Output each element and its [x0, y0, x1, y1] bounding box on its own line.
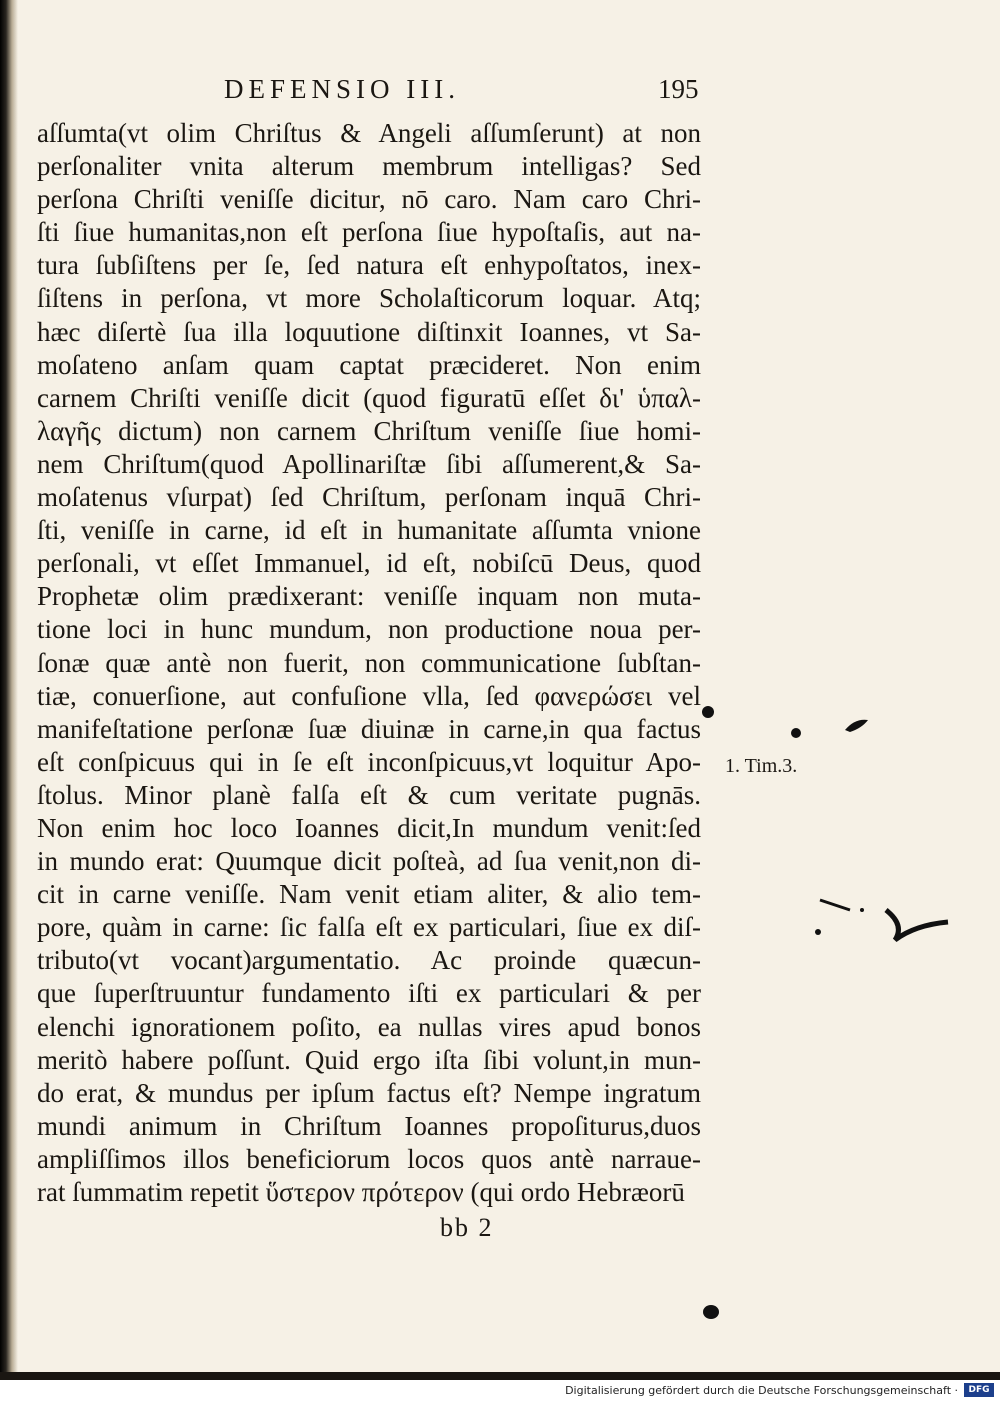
text-line: pore, quàm in carne: ſic falſa eſt ex particulari, ſiue ex diſ- — [37, 912, 701, 943]
funding-credit: Digitalisierung gefördert durch die Deutsche Forschungsgemeinschaft · — [565, 1384, 958, 1397]
page-number: 195 — [658, 74, 699, 104]
text-line: tiæ, conuerſione, aut confuſione vlla, ſed φανερώσει vel — [37, 680, 701, 711]
text-line: moſateno anſam quam captat præcideret. Non enim — [37, 349, 701, 380]
text-line: manifeſtatione perſonæ ſuæ diuinæ in carne,in qua factus — [37, 713, 701, 744]
text-line: perſonaliter vnita alterum membrum intelligas? Sed — [37, 151, 701, 182]
text-line: aſſumta(vt olim Chriſtus & Angeli aſſumſerunt) at non — [37, 118, 701, 148]
text-line: perſona Chriſti veniſſe dicitur, nō caro. Nam caro Chri- — [37, 184, 701, 215]
page-bottom-border — [0, 1372, 1000, 1380]
text-line: meritò habere poſſunt. Quid ergo iſta ſibi volunt,in mun- — [37, 1044, 701, 1075]
signature-mark: bb 2 — [440, 1213, 494, 1242]
text-line: rat ſummatim repetit ὕστερον πρότερον (qui ordo Hebræorū — [37, 1177, 685, 1207]
text-line: tione loci in hunc mundum, non productione noua per- — [37, 614, 701, 645]
text-line: cit in carne veniſſe. Nam venit etiam aliter, & alio tem- — [37, 879, 701, 910]
text-line: hæc diſertè ſua illa loquutione diſtinxit Ioannes, vt Sa- — [37, 316, 701, 347]
text-line: tura ſubſiſtens per ſe, ſed natura eſt enhypoſtatos, inex- — [37, 250, 701, 281]
text-line: do erat, & mundus per ipſum factus eſt? Nempe ingratum — [37, 1077, 701, 1108]
text-line: perſonali, vt eſſet Immanuel, id eſt, nobiſcū Deus, quod — [37, 548, 701, 579]
text-line: nem Chriſtum(quod Apollinariſtæ ſibi aſſumerent,& Sa- — [37, 448, 701, 479]
page-gutter-shadow — [0, 0, 18, 1380]
text-line: ampliſſimos illos beneficiorum locos quos antè narraue- — [37, 1143, 701, 1174]
text-line: elenchi ignorationem poſito, ea nullas vires apud bonos — [37, 1011, 701, 1042]
running-header-title: DEFENSIO III. — [224, 74, 460, 104]
dfg-logo: DFG — [964, 1383, 994, 1397]
text-line: mundi animum in Chriſtum Ioannes propoſiturus,duos — [37, 1110, 701, 1141]
text-line: ſiſtens in perſona, vt more Scholaſticorum loquar. Atq; — [37, 283, 701, 314]
margin-reference: 1. Tim.3. — [725, 755, 798, 777]
text-line: ſtolus. Minor planè falſa eſt & cum veritate pugnās. — [37, 779, 701, 810]
text-line: ſonæ quæ antè non fuerit, non communicatione ſubſtan- — [37, 647, 701, 678]
text-line: ſti ſiue humanitas,non eſt perſona ſiue hypoſtaſis, aut na- — [37, 217, 701, 248]
ink-dot — [700, 1300, 724, 1324]
text-line: carnem Chriſti veniſſe dicit (quod figuratū eſſet δι' ὑπαλ- — [37, 382, 701, 413]
text-line: λαγῆς dictum) non carnem Chriſtum veniſſe ſiue homi- — [37, 415, 701, 446]
footer-bar — [0, 1380, 1000, 1402]
body-text — [37, 117, 701, 1209]
text-line: Prophetæ olim prædixerant: veniſſe inquam non muta- — [37, 581, 701, 612]
text-line: que ſuperſtruuntur fundamento iſti ex particulari & per — [37, 978, 701, 1009]
text-line: tributo(vt vocant)argumentatio. Ac proinde quæcun- — [37, 945, 701, 976]
text-line: moſatenus vſurpat) ſed Chriſtum, perſonam inquā Chri- — [37, 482, 701, 513]
text-line: ſti, veniſſe in carne, id eſt in humanitate aſſumta vnione — [37, 515, 701, 546]
ink-marks — [690, 700, 950, 960]
text-line: Non enim hoc loco Ioannes dicit,In mundum venit:ſed — [37, 812, 701, 843]
text-line: in mundo erat: Quumque dicit poſteà, ad ſua venit,non di- — [37, 846, 701, 877]
text-line: eſt conſpicuus qui in ſe eſt inconſpicuus,vt loquitur Apo- — [37, 746, 701, 777]
